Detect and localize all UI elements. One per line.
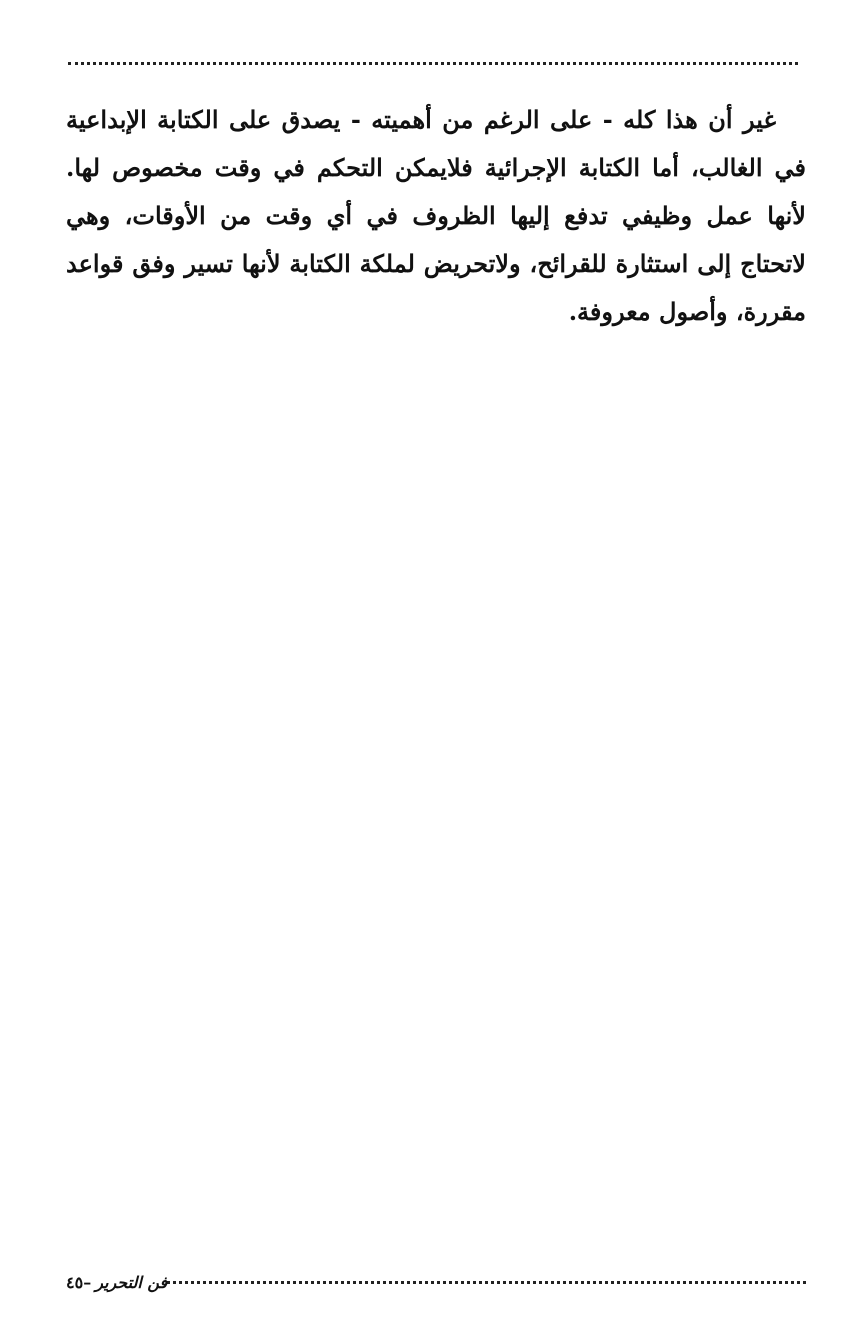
main-text-block (66, 96, 806, 336)
page-footer (66, 1262, 806, 1292)
footer-book-title: فن التحرير (95, 1273, 168, 1292)
footer-divider (167, 1281, 806, 1284)
footer-page-number: –٤٥ (66, 1273, 92, 1292)
header-divider (68, 62, 798, 65)
body-paragraph: غير أن هذا كله - على الرغم من أهميته - يصدق على الكتابة الإبداعية في الغالب، أما الكتابة الإجرائية فلايمكن التحكم في وقت مخصوص لها. لأنها عمل وظيفي تدفع إليها الظروف في أي وقت من الأوقات، وهي لاتحتاج إلى استثارة للقرائح، ولاتحريض لملكة الكتابة لأنها تسير وفق قواعد مقررة، وأصول معروفة. (66, 105, 806, 326)
